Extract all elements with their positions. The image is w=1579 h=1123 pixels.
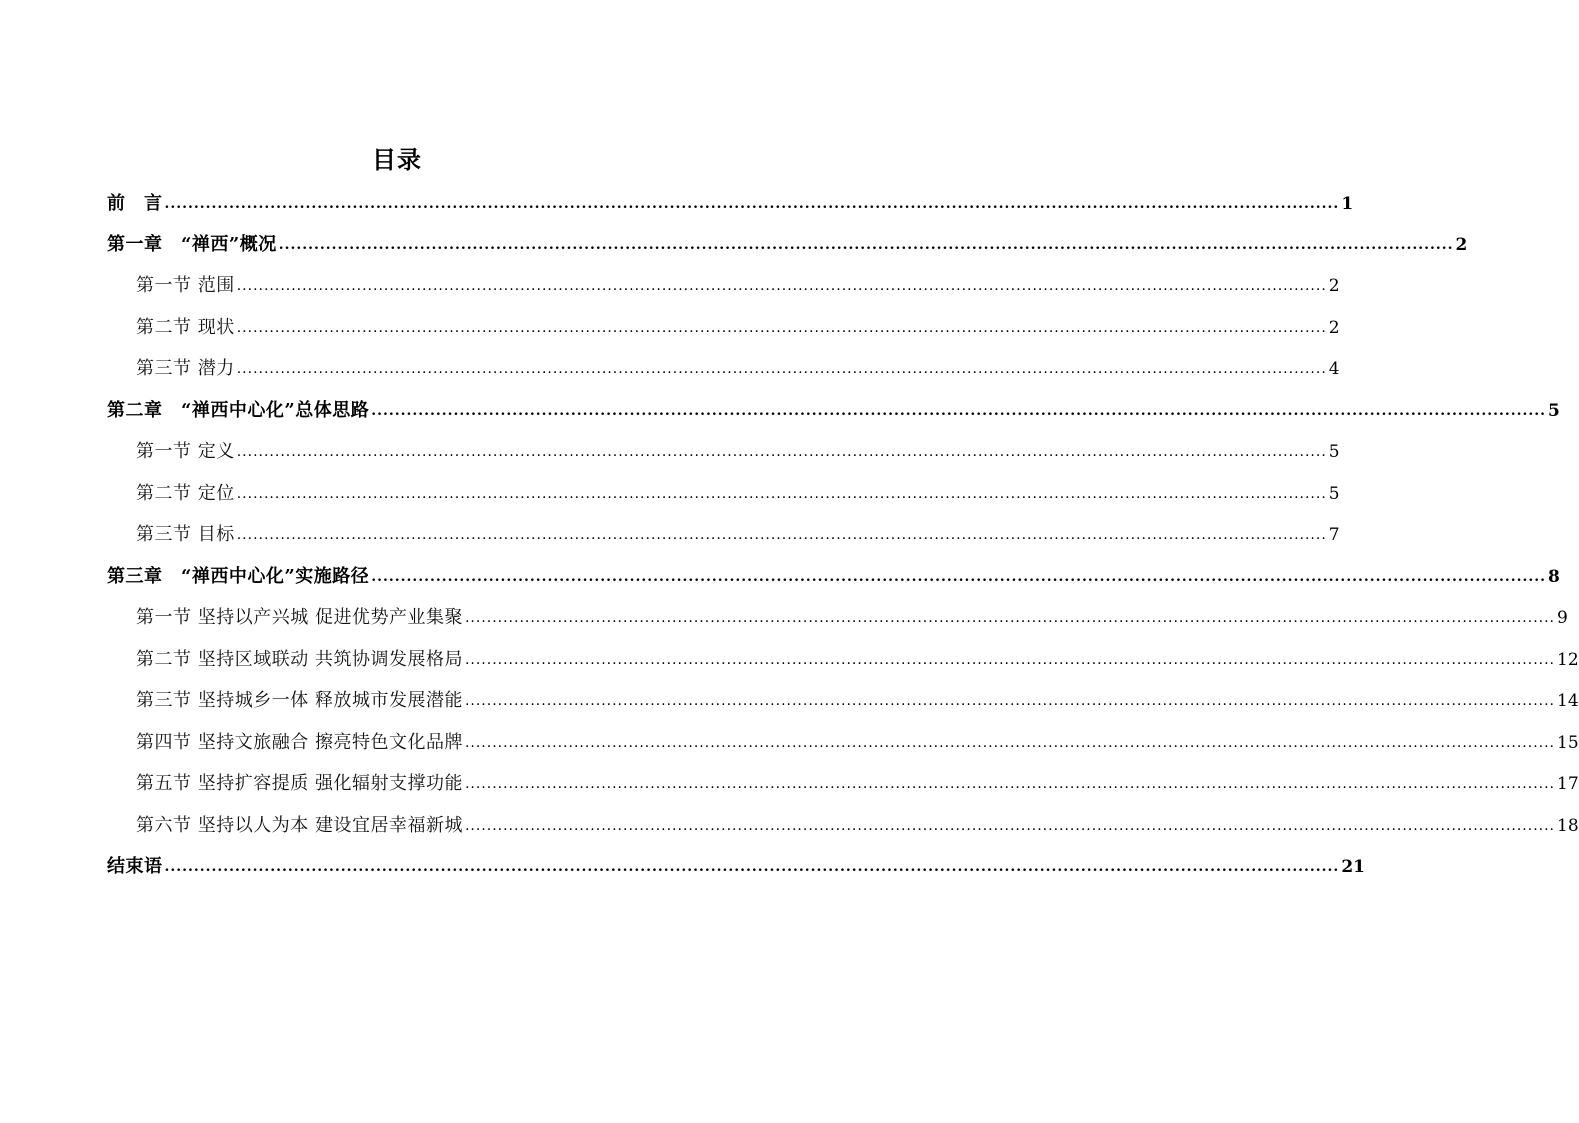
toc-entry-label: 第一节 定义 [136,441,235,462]
toc-entry-preface[interactable] [107,190,1354,218]
toc-title: 目录 [372,145,422,174]
toc-entry-label: 第三章 “禅西中心化”实施路径 [107,566,370,587]
toc-entry-3-2[interactable] [136,646,1579,674]
toc-entry-label: 第二节 定位 [136,483,235,504]
toc-page-number: 5 [1328,442,1340,462]
toc-page-number: 14 [1557,691,1579,711]
toc-leader-dots: ........................................................................................................................................................................................................ [464,693,1555,709]
toc-entry-label: 第一节 坚持以产兴城 促进优势产业集聚 [136,607,463,628]
toc-page-number: 2 [1455,235,1468,255]
toc-leader-dots: ........................................................................................................................................................................................................ [464,610,1555,626]
toc-entry-label: 第六节 坚持以人为本 建设宜居幸福新城 [136,815,463,836]
toc-leader-dots: ........................................................................................................................................................................................................ [464,776,1555,792]
toc-page-number: 12 [1557,650,1579,670]
toc-page-number: 5 [1328,484,1340,504]
toc-leader-dots: ........................................................................................................................................................................................................ [236,486,1327,502]
toc-leader-dots: ........................................................................................................................................................................................................ [236,444,1327,460]
toc-leader-dots: ........................................................................................................................................................................................................ [164,859,1340,875]
toc-leader-dots: ........................................................................................................................................................................................................ [464,818,1555,834]
toc-entry-label: 结束语 [107,856,163,877]
toc-entry-1-3[interactable] [136,355,1340,383]
toc-leader-dots: ........................................................................................................................................................................................................ [278,237,1454,253]
toc-leader-dots: ........................................................................................................................................................................................................ [236,361,1327,377]
toc-entry-label: 第一章 “禅西”概况 [107,234,277,255]
toc-page-number: 21 [1341,857,1365,877]
toc-entry-label: 第二章 “禅西中心化”总体思路 [107,400,370,421]
toc-entry-label: 前 言 [107,193,163,214]
toc-page-number: 15 [1557,733,1579,753]
toc-entry-chapter-3[interactable] [107,563,1560,591]
toc-entry-1-2[interactable] [136,314,1340,342]
toc-entry-2-2[interactable] [136,480,1340,508]
toc-entry-label: 第五节 坚持扩容提质 强化辐射支撑功能 [136,773,463,794]
toc-entry-3-5[interactable] [136,770,1579,798]
toc-entry-3-4[interactable] [136,729,1579,757]
toc-page-number: 1 [1341,194,1354,214]
toc-entry-1-1[interactable] [136,272,1340,300]
toc-leader-dots: ........................................................................................................................................................................................................ [236,320,1327,336]
toc-entry-label: 第三节 坚持城乡一体 释放城市发展潜能 [136,690,463,711]
toc-entry-label: 第二节 现状 [136,317,235,338]
toc-entry-3-3[interactable] [136,687,1579,715]
toc-page-number: 18 [1557,816,1579,836]
toc-entry-3-6[interactable] [136,812,1579,840]
toc-entry-label: 第二节 坚持区域联动 共筑协调发展格局 [136,649,463,670]
toc-page-number: 8 [1548,567,1560,587]
toc-leader-dots: ........................................................................................................................................................................................................ [464,652,1555,668]
toc-leader-dots: ........................................................................................................................................................................................................ [464,735,1555,751]
toc-page-number: 9 [1557,608,1568,628]
toc-entry-2-1[interactable] [136,438,1340,466]
toc-entry-chapter-2[interactable] [107,397,1560,425]
toc-entry-2-3[interactable] [136,521,1340,549]
toc-entry-label: 第一节 范围 [136,275,235,296]
toc-entry-conclusion[interactable] [107,853,1365,881]
toc-leader-dots: ........................................................................................................................................................................................................ [371,403,1547,419]
toc-entry-3-1[interactable] [136,604,1568,632]
toc-entry-label: 第三节 潜力 [136,358,235,379]
toc-leader-dots: ........................................................................................................................................................................................................ [236,278,1327,294]
toc-page-number: 2 [1328,318,1340,338]
toc-leader-dots: ........................................................................................................................................................................................................ [164,196,1340,212]
toc-leader-dots: ........................................................................................................................................................................................................ [371,569,1547,585]
toc-leader-dots: ........................................................................................................................................................................................................ [236,527,1327,543]
toc-entry-label: 第三节 目标 [136,524,235,545]
toc-page-number: 17 [1557,774,1579,794]
toc-page-number: 2 [1328,276,1340,296]
toc-entry-chapter-1[interactable] [107,231,1468,259]
toc-page-number: 4 [1328,359,1340,379]
toc-entry-label: 第四节 坚持文旅融合 擦亮特色文化品牌 [136,732,463,753]
toc-page-number: 5 [1548,401,1560,421]
toc-page-number: 7 [1328,525,1340,545]
